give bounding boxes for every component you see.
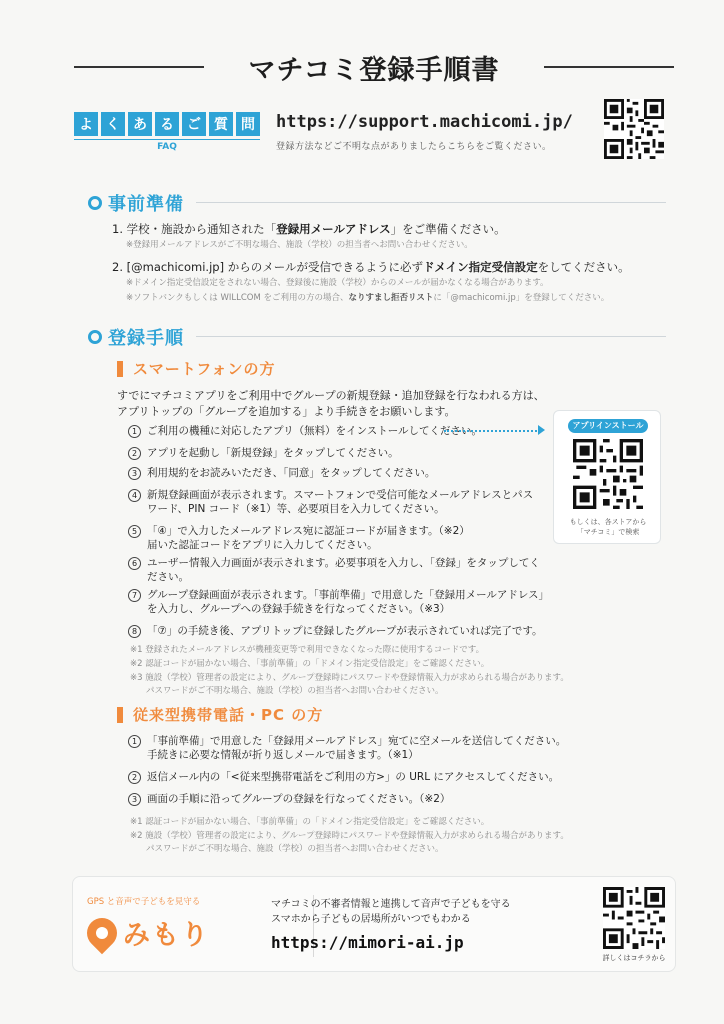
smartphone-intro: すでにマチコミアプリをご利用中でグループの新規登録・追加登録を行なわれる方は、 アプリトップの「グループを追加する」より手続きをお願いします。 (117, 389, 545, 418)
faq-banner (74, 112, 260, 152)
smartphone-step: 1 ご利用の機種に対応したアプリ（無料）をインストールしてください。 (128, 424, 482, 438)
section-rule (196, 202, 666, 203)
smartphone-step: 2 アプリを起動し「新規登録」をタップしてください。 (128, 446, 399, 460)
feature-pc-step: 2 返信メール内の「<従来型携帯電話をご利用の方>」の URL にアクセスしてください。 (128, 770, 559, 784)
prep-item-2: 2. [@machicomi.jp] からのメールが受信できるように必ずドメイン指定受信設定をしてください。 (112, 260, 630, 274)
mimori-qr-note: 詳しくはコチラから (602, 954, 666, 962)
smartphone-note: ※2 認証コードが届かない場合、「事前準備」の「ドメイン指定受信設定」をご確認ください。 (130, 659, 490, 669)
mimori-promo-box (72, 876, 676, 972)
smartphone-note: ※3 施設（学校）管理者の設定により、グループ登録時にパスワードや登録情報入力が求められる場合があります。 (130, 673, 569, 683)
feature-pc-note: パスワードがご不明な場合、施設（学校）の担当者へお問い合わせください。 (146, 844, 444, 854)
smartphone-step: 4 新規登録画面が表示されます。スマートフォンで受信可能なメールアドレスとパス ワード、PIN コード（※1）等、必要項目を入力してください。 (128, 488, 533, 516)
mimori-url-link[interactable]: https://mimori-ai.jp (271, 933, 464, 952)
prep-item-2-note-2: ※ソフトバンクもしくは WILLCOM をご利用の方の場合、なりすまし拒否リストに「@machicomi.jp」を登録してください。 (126, 293, 610, 303)
faq-tile: 問 (236, 112, 260, 136)
section-rule (196, 336, 666, 337)
smartphone-note: ※1 登録されたメールアドレスが機種変更等で利用できなくなった際に使用するコードです。 (130, 645, 485, 655)
smartphone-step: 3 利用規約をお読みいただき、「同意」をタップしてください。 (128, 466, 435, 480)
faq-url-link[interactable]: https://support.machicomi.jp/ (276, 112, 573, 132)
faq-note: 登録方法などご不明な点がありましたらこちらをご覧ください。 (276, 142, 552, 152)
faq-tile: 質 (209, 112, 233, 136)
faq-tile: あ (128, 112, 152, 136)
app-search-note: もしくは、各ストアから 「マチコミ」で検索 (569, 518, 647, 536)
faq-label: FAQ (74, 139, 260, 152)
prep-item-2-note-1: ※ドメイン指定受信設定をされない場合、登録後に施設（学校）からのメールが届かなくなる場合があります。 (126, 278, 549, 288)
prep-item-1-note: ※登録用メールアドレスがご不明な場合、施設（学校）の担当者へお問い合わせください。 (126, 240, 473, 250)
smartphone-step: 7 グループ登録画面が表示されます。「事前準備」で用意した「登録用メールアドレス」 を入力し、グループへの登録手続きを行なってください。（※3） (128, 588, 549, 616)
register-heading: 登録手順 (88, 324, 184, 350)
title-row (74, 48, 674, 88)
smartphone-note: パスワードがご不明な場合、施設（学校）の担当者へお問い合わせください。 (146, 686, 444, 696)
feature-pc-note: ※1 認証コードが届かない場合、「事前準備」の「ドメイン指定受信設定」をご確認ください。 (130, 817, 490, 827)
prep-item-1: 1. 学校・施設から通知された「登録用メールアドレス」をご準備ください。 (112, 222, 506, 236)
app-install-badge: アプリインストール (568, 419, 648, 433)
feature-pc-step: 3 画面の手順に沿ってグループの登録を行なってください。（※2） (128, 792, 450, 806)
faq-tile: る (155, 112, 179, 136)
feature-pc-heading: 従来型携帯電話・PC の方 (117, 704, 323, 725)
circle-bullet-icon (88, 196, 102, 210)
circle-bullet-icon (88, 330, 102, 344)
smartphone-step: 8 「⑦」の手続き後、アプリトップに登録したグループが表示されていれば完了です。 (128, 624, 543, 638)
mimori-qr-code-icon[interactable] (603, 887, 665, 949)
mimori-description: マチコミの不審者情報と連携して音声で子どもを守る スマホから子どもの居場所がいつでもわかる (271, 899, 511, 925)
app-install-card[interactable] (553, 410, 661, 544)
faq-tiles (74, 112, 260, 136)
title-rule-left (74, 66, 204, 68)
faq-tile: ご (182, 112, 206, 136)
smartphone-heading: スマートフォンの方 (117, 358, 276, 379)
faq-tile: く (101, 112, 125, 136)
faq-tile: よ (74, 112, 98, 136)
title-rule-right (544, 66, 674, 68)
faq-qr-code-icon[interactable] (604, 99, 664, 159)
heading-bar-icon (117, 707, 123, 723)
dotted-leader (444, 430, 540, 432)
feature-pc-note: ※2 施設（学校）管理者の設定により、グループ登録時にパスワードや登録情報入力が求められる場合があります。 (130, 831, 569, 841)
app-qr-code-icon[interactable] (573, 439, 643, 509)
smartphone-step: 6 ユーザー情報入力画面が表示されます。必要事項を入力し、「登録」をタップしてく ださい。 (128, 556, 540, 584)
location-pin-icon (81, 911, 123, 953)
arrow-right-icon (538, 425, 545, 435)
page-title: マチコミ登録手順書 (248, 55, 500, 86)
mimori-logo: みもり (87, 913, 210, 952)
feature-pc-step: 1 「事前準備」で用意した「登録用メールアドレス」宛てに空メールを送信してください。 手続きに必要な情報が折り返しメールで届きます。（※1） (128, 734, 566, 762)
mimori-tagline: GPS と音声で子どもを見守る (87, 897, 201, 907)
heading-bar-icon (117, 361, 123, 377)
smartphone-step: 5 「④」で入力したメールアドレス宛に認証コードが届きます。（※2） 届いた認証コードをアプリに入力してください。 (128, 524, 470, 552)
prep-heading: 事前準備 (88, 190, 184, 216)
